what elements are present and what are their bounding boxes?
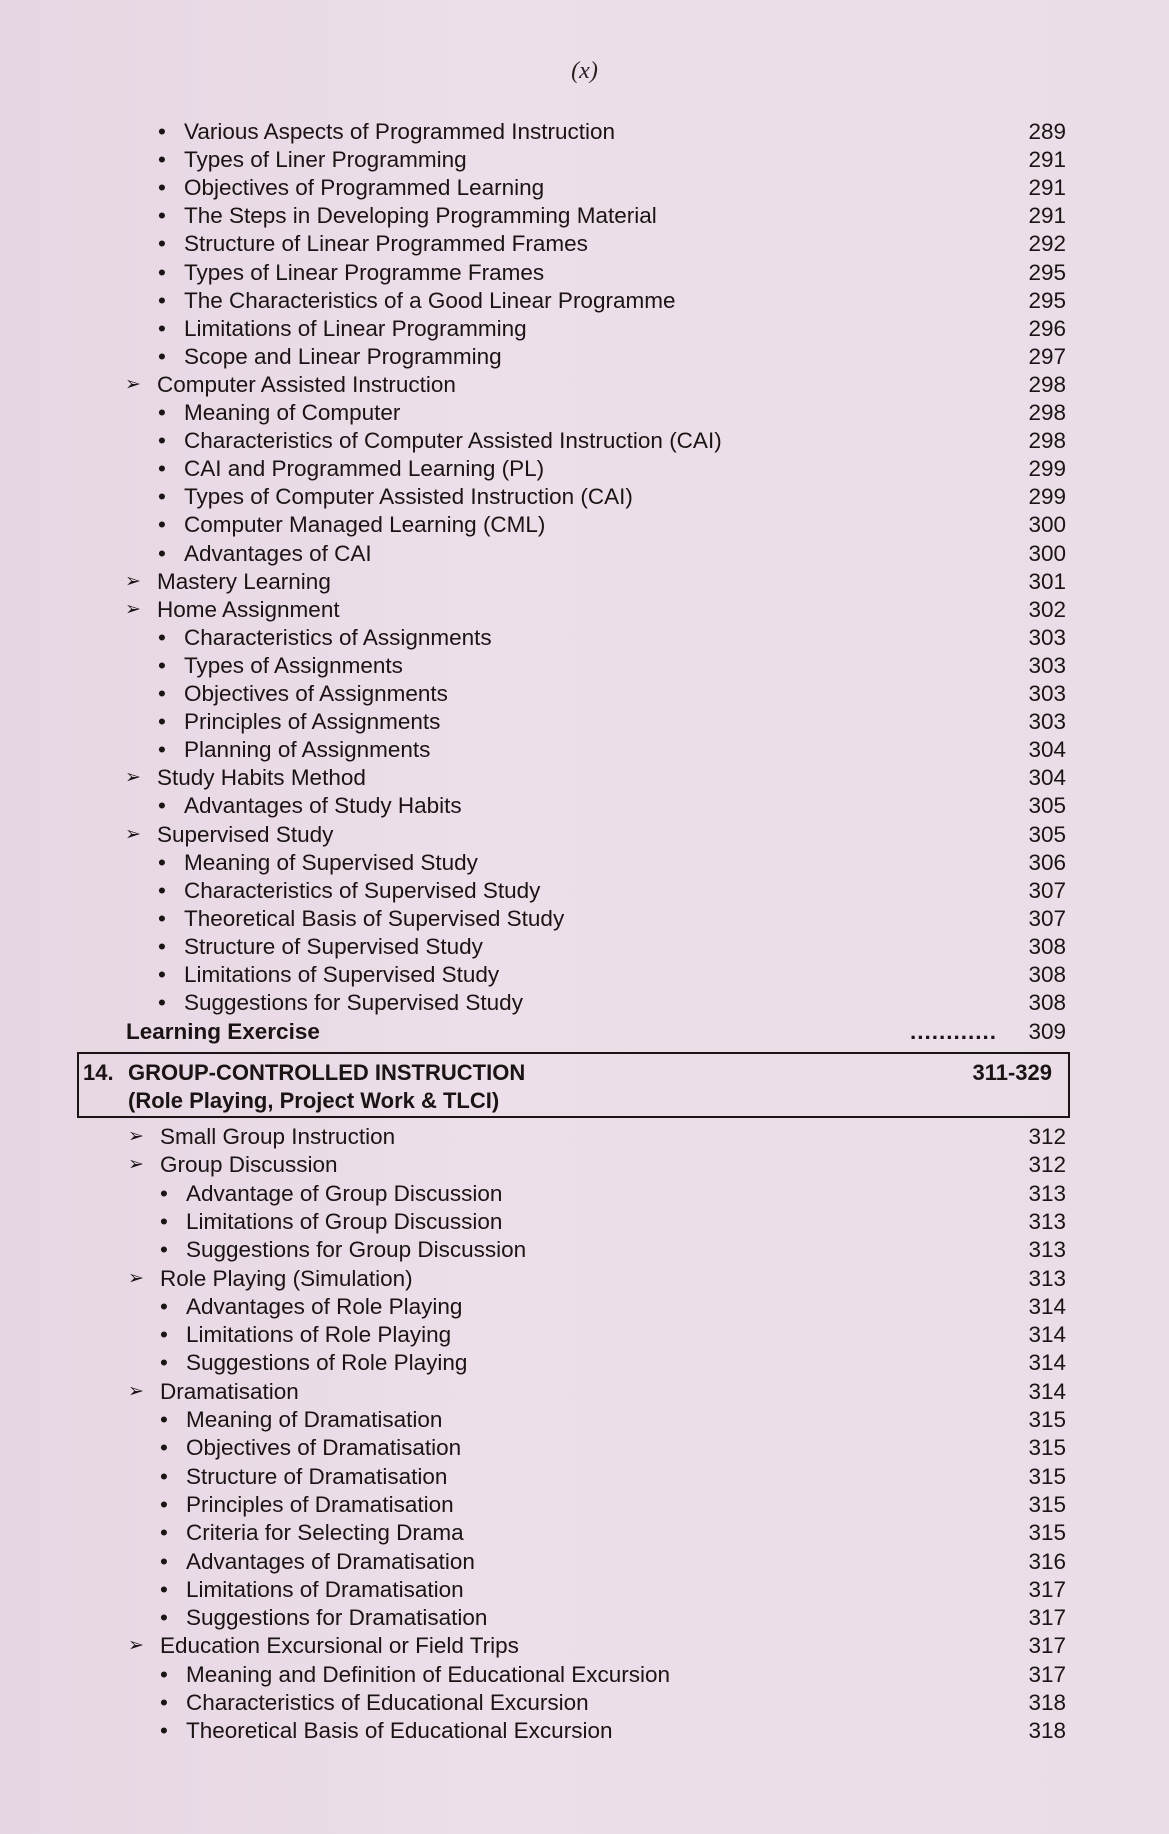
toc-entry-page: 318 bbox=[1028, 1718, 1066, 1744]
arrow-bullet-icon: ➢ bbox=[125, 823, 141, 845]
toc-entry-label: Limitations of Supervised Study bbox=[184, 962, 500, 987]
dot-bullet-icon: • bbox=[158, 315, 166, 341]
dot-bullet-icon: • bbox=[158, 203, 166, 229]
toc-entry-page: 305 bbox=[1028, 821, 1066, 847]
toc-entry-label: Characteristics of Supervised Study bbox=[184, 877, 541, 903]
toc-entry bbox=[0, 230, 1169, 258]
toc-entry-label: Dramatisation bbox=[160, 1378, 299, 1404]
arrow-bullet-icon: ➢ bbox=[128, 1126, 144, 1147]
toc-entry-page: 314 bbox=[1028, 1293, 1066, 1319]
toc-entry-page: 306 bbox=[1028, 849, 1066, 875]
toc-entry-page: 307 bbox=[1028, 877, 1066, 903]
toc-entry-label: Small Group Instruction bbox=[160, 1124, 396, 1149]
dot-bullet-icon: • bbox=[160, 1237, 168, 1263]
arrow-bullet-icon: ➢ bbox=[125, 570, 141, 592]
toc-entry-label: Limitations of Group Discussion bbox=[186, 1208, 503, 1234]
toc-entry bbox=[0, 1208, 1169, 1236]
dot-bullet-icon: • bbox=[158, 231, 166, 257]
dot-bullet-icon: • bbox=[160, 1690, 168, 1715]
toc-entry-label: Meaning of Dramatisation bbox=[186, 1407, 443, 1432]
toc-entry bbox=[0, 652, 1169, 680]
toc-entry-label: Characteristics of Computer Assisted Instruction (CAI) bbox=[184, 428, 722, 454]
dot-bullet-icon: • bbox=[158, 681, 166, 706]
arrow-bullet-icon: ➢ bbox=[128, 1380, 144, 1402]
toc-entry bbox=[0, 511, 1169, 539]
toc-entry-label: Education Excursional or Field Trips bbox=[160, 1633, 519, 1659]
toc-entry-label: Structure of Linear Programmed Frames bbox=[184, 231, 588, 257]
toc-entry-label: Advantages of Study Habits bbox=[184, 793, 462, 819]
toc-entry bbox=[0, 821, 1169, 849]
toc-entry bbox=[0, 399, 1169, 427]
toc-entry-label: Suggestions of Role Playing bbox=[186, 1350, 468, 1376]
toc-entry bbox=[0, 1576, 1169, 1604]
toc-entry-page: 291 bbox=[1028, 147, 1066, 173]
toc-entry-label: Structure of Dramatisation bbox=[186, 1463, 448, 1489]
toc-entry-page: 299 bbox=[1028, 456, 1066, 482]
dot-bullet-icon: • bbox=[158, 877, 166, 903]
arrow-bullet-icon: ➢ bbox=[128, 1154, 144, 1176]
arrow-bullet-icon: ➢ bbox=[125, 373, 141, 395]
toc-entry-label: Computer Managed Learning (CML) bbox=[184, 512, 546, 538]
dot-bullet-icon: • bbox=[158, 400, 166, 425]
dot-bullet-icon: • bbox=[160, 1491, 168, 1517]
toc-entry bbox=[0, 1349, 1169, 1377]
toc-entry-label: Suggestions for Supervised Study bbox=[184, 990, 523, 1016]
toc-entry bbox=[0, 1293, 1169, 1321]
dot-bullet-icon: • bbox=[160, 1407, 168, 1432]
toc-entry bbox=[0, 287, 1169, 315]
dot-bullet-icon: • bbox=[158, 428, 166, 454]
toc-entry-page: 298 bbox=[1028, 428, 1066, 454]
dot-bullet-icon: • bbox=[160, 1605, 168, 1631]
toc-entry bbox=[0, 1632, 1169, 1660]
toc-entry-page: 299 bbox=[1028, 484, 1066, 510]
toc-entry bbox=[0, 877, 1169, 905]
toc-entry bbox=[0, 989, 1169, 1017]
dot-bullet-icon: • bbox=[158, 624, 166, 650]
toc-entry bbox=[0, 343, 1169, 371]
toc-entry bbox=[0, 1548, 1169, 1576]
chapter-number: 14. bbox=[83, 1060, 114, 1085]
toc-entry-label: Types of Linear Programme Frames bbox=[184, 259, 545, 285]
toc-entry bbox=[0, 764, 1169, 792]
toc-entry-page: 304 bbox=[1028, 737, 1066, 763]
toc-entry-label: Characteristics of Assignments bbox=[184, 624, 492, 650]
toc-entry bbox=[0, 1519, 1169, 1547]
dot-bullet-icon: • bbox=[160, 1350, 168, 1376]
toc-entry-page: 291 bbox=[1028, 175, 1066, 201]
page-number: (x) bbox=[571, 58, 598, 84]
dot-bullet-icon: • bbox=[158, 540, 166, 566]
toc-entry-label: The Steps in Developing Programming Material bbox=[184, 203, 657, 229]
dot-bullet-icon: • bbox=[160, 1180, 168, 1206]
dot-bullet-icon: • bbox=[158, 484, 166, 510]
toc-entry-label: Advantages of CAI bbox=[184, 540, 372, 566]
toc-entry-page: 295 bbox=[1028, 287, 1066, 313]
toc-entry-label: Criteria for Selecting Drama bbox=[186, 1520, 464, 1546]
dot-bullet-icon: • bbox=[160, 1520, 168, 1546]
toc-entry-label: Home Assignment bbox=[157, 596, 340, 622]
toc-entry bbox=[0, 427, 1169, 455]
toc-entry bbox=[0, 1265, 1169, 1293]
toc-entry-page: 304 bbox=[1028, 765, 1066, 791]
toc-entry-page: 313 bbox=[1028, 1265, 1066, 1291]
toc-entry-page: 315 bbox=[1028, 1520, 1066, 1546]
toc-entry-label: Types of Assignments bbox=[184, 652, 403, 678]
toc-entry bbox=[0, 736, 1169, 764]
toc-entry bbox=[0, 905, 1169, 933]
dot-bullet-icon: • bbox=[158, 990, 166, 1016]
toc-entry-page: 313 bbox=[1028, 1237, 1066, 1263]
toc-entry-label: Scope and Linear Programming bbox=[184, 343, 502, 369]
toc-entry-label: Limitations of Dramatisation bbox=[186, 1576, 464, 1602]
learning-exercise-entry bbox=[0, 1018, 1169, 1046]
toc-entry bbox=[0, 1236, 1169, 1264]
toc-entry-page: 318 bbox=[1028, 1690, 1066, 1715]
toc-entry bbox=[0, 483, 1169, 511]
toc-entry-page: 317 bbox=[1028, 1661, 1066, 1687]
dot-bullet-icon: • bbox=[158, 737, 166, 763]
toc-entry-label: Study Habits Method bbox=[157, 765, 366, 791]
arrow-bullet-icon: ➢ bbox=[125, 598, 141, 620]
toc-entry-label: Meaning and Definition of Educational Excursion bbox=[186, 1661, 671, 1687]
toc-entry bbox=[0, 1123, 1169, 1151]
toc-entry-page: 303 bbox=[1028, 652, 1066, 678]
toc-entry-label: Meaning of Supervised Study bbox=[184, 849, 478, 875]
dot-bullet-icon: • bbox=[158, 456, 166, 482]
toc-entry-label: Computer Assisted Instruction bbox=[157, 371, 456, 397]
dot-bullet-icon: • bbox=[158, 512, 166, 538]
toc-entry-page: 291 bbox=[1028, 203, 1066, 229]
toc-entry-page: 302 bbox=[1028, 596, 1066, 622]
dot-bullet-icon: • bbox=[158, 652, 166, 678]
toc-entry-page: 303 bbox=[1028, 709, 1066, 735]
toc-entry-label: Group Discussion bbox=[160, 1152, 338, 1178]
toc-entry-page: 289 bbox=[1028, 119, 1066, 144]
toc-entry-label: Objectives of Dramatisation bbox=[186, 1435, 462, 1461]
dot-bullet-icon: • bbox=[160, 1548, 168, 1574]
toc-entry-page: 300 bbox=[1028, 512, 1066, 538]
toc-entry bbox=[0, 792, 1169, 820]
toc-entry bbox=[0, 708, 1169, 736]
dot-bullet-icon: • bbox=[160, 1718, 168, 1744]
toc-entry-label: Structure of Supervised Study bbox=[184, 933, 483, 959]
toc-entry-page: 312 bbox=[1028, 1124, 1066, 1149]
toc-entry-label: Suggestions for Group Discussion bbox=[186, 1237, 527, 1263]
toc-entry-page: 305 bbox=[1028, 793, 1066, 819]
toc-entry bbox=[0, 1491, 1169, 1519]
toc-entry-label: Advantages of Role Playing bbox=[186, 1293, 463, 1319]
toc-entry bbox=[0, 1406, 1169, 1434]
chapter-title: GROUP-CONTROLLED INSTRUCTION bbox=[128, 1060, 526, 1085]
toc-entry bbox=[0, 146, 1169, 174]
chapter-page-range: 311-329 bbox=[972, 1060, 1052, 1085]
toc-entry-page: 297 bbox=[1028, 343, 1066, 369]
dot-bullet-icon: • bbox=[160, 1322, 168, 1348]
toc-entry-page: 295 bbox=[1028, 259, 1066, 285]
toc-entry-label: Suggestions for Dramatisation bbox=[186, 1605, 488, 1631]
toc-entry bbox=[0, 1463, 1169, 1491]
toc-entry bbox=[0, 1717, 1169, 1745]
toc-entry-page: 308 bbox=[1028, 962, 1066, 987]
toc-entry-page: 303 bbox=[1028, 681, 1066, 706]
toc-entry-label: Characteristics of Educational Excursion bbox=[186, 1690, 589, 1715]
toc-entry bbox=[0, 202, 1169, 230]
toc-entry-page: 313 bbox=[1028, 1208, 1066, 1234]
toc-entry bbox=[0, 568, 1169, 596]
toc-entry bbox=[0, 680, 1169, 708]
toc-entry bbox=[0, 596, 1169, 624]
toc-entry-label: Various Aspects of Programmed Instruction bbox=[184, 119, 616, 144]
dot-bullet-icon: • bbox=[160, 1463, 168, 1489]
toc-entry-label: Principles of Dramatisation bbox=[186, 1491, 454, 1517]
dot-bullet-icon: • bbox=[158, 905, 166, 931]
dot-bullet-icon: • bbox=[158, 709, 166, 735]
toc-entry-label: Advantages of Dramatisation bbox=[186, 1548, 475, 1574]
toc-entry-page: 301 bbox=[1028, 568, 1066, 594]
toc-entry-page: 308 bbox=[1028, 933, 1066, 959]
toc-entry-page: 298 bbox=[1028, 371, 1066, 397]
toc-entry bbox=[0, 540, 1169, 568]
toc-entry-page: 315 bbox=[1028, 1407, 1066, 1432]
toc-entry bbox=[0, 259, 1169, 287]
dot-bullet-icon: • bbox=[160, 1435, 168, 1461]
toc-entry-label: Types of Liner Programming bbox=[184, 147, 467, 173]
dot-bullet-icon: • bbox=[158, 259, 166, 285]
toc-entry-label: Limitations of Linear Programming bbox=[184, 315, 527, 341]
dot-bullet-icon: • bbox=[160, 1293, 168, 1319]
toc-entry bbox=[0, 1434, 1169, 1462]
toc-entry-label: The Characteristics of a Good Linear Programme bbox=[184, 287, 676, 313]
toc-entry-page: 298 bbox=[1028, 400, 1066, 425]
toc-entry-label: Objectives of Programmed Learning bbox=[184, 175, 545, 201]
dot-bullet-icon: • bbox=[160, 1576, 168, 1602]
learning-exercise-label: Learning Exercise bbox=[126, 1019, 320, 1044]
chapter-heading-box bbox=[77, 1052, 1070, 1118]
dot-bullet-icon: • bbox=[158, 793, 166, 819]
toc-entry-label: CAI and Programmed Learning (PL) bbox=[184, 456, 545, 482]
toc-entry bbox=[0, 933, 1169, 961]
dot-bullet-icon: • bbox=[158, 147, 166, 173]
dot-bullet-icon: • bbox=[158, 119, 166, 144]
dot-bullet-icon: • bbox=[160, 1661, 168, 1687]
dot-bullet-icon: • bbox=[158, 849, 166, 875]
dot-bullet-icon: • bbox=[158, 175, 166, 201]
toc-entry bbox=[0, 1661, 1169, 1689]
toc-entry-page: 314 bbox=[1028, 1378, 1066, 1404]
toc-entry bbox=[0, 1321, 1169, 1349]
toc-entry-page: 300 bbox=[1028, 540, 1066, 566]
toc-entry-page: 313 bbox=[1028, 1180, 1066, 1206]
toc-entry bbox=[0, 371, 1169, 399]
toc-entry-page: 314 bbox=[1028, 1322, 1066, 1348]
toc-entry-page: 315 bbox=[1028, 1435, 1066, 1461]
toc-entry bbox=[0, 849, 1169, 877]
arrow-bullet-icon: ➢ bbox=[125, 767, 141, 789]
toc-entry-page: 317 bbox=[1028, 1576, 1066, 1602]
toc-entry-page: 307 bbox=[1028, 905, 1066, 931]
toc-entry-label: Objectives of Assignments bbox=[184, 681, 448, 706]
dot-bullet-icon: • bbox=[158, 343, 166, 369]
toc-entry-page: 317 bbox=[1028, 1605, 1066, 1631]
toc-entry bbox=[0, 1689, 1169, 1717]
toc-entry-label: Mastery Learning bbox=[157, 568, 331, 594]
toc-entry-label: Types of Computer Assisted Instruction (CAI) bbox=[184, 484, 633, 510]
toc-entry-label: Theoretical Basis of Supervised Study bbox=[184, 905, 565, 931]
toc-entry-label: Principles of Assignments bbox=[184, 709, 441, 735]
toc-entry bbox=[0, 315, 1169, 343]
toc-entry-label: Advantage of Group Discussion bbox=[186, 1180, 503, 1206]
toc-entry-page: 315 bbox=[1028, 1463, 1066, 1489]
toc-entry-label: Limitations of Role Playing bbox=[186, 1322, 452, 1348]
toc-entry bbox=[0, 1378, 1169, 1406]
toc-entry-page: 315 bbox=[1028, 1491, 1066, 1517]
toc-entry bbox=[0, 1151, 1169, 1179]
toc-entry bbox=[0, 1180, 1169, 1208]
dot-bullet-icon: • bbox=[158, 933, 166, 959]
toc-entry bbox=[0, 455, 1169, 483]
toc-entry-page: 317 bbox=[1028, 1633, 1066, 1659]
arrow-bullet-icon: ➢ bbox=[128, 1267, 144, 1289]
dot-bullet-icon: • bbox=[158, 962, 166, 987]
toc-entry-page: 308 bbox=[1028, 990, 1066, 1016]
toc-entry-page: 296 bbox=[1028, 315, 1066, 341]
toc-entry-label: Theoretical Basis of Educational Excursion bbox=[186, 1718, 613, 1744]
leader-dots: ............ bbox=[910, 1019, 998, 1044]
toc-entry-label: Planning of Assignments bbox=[184, 737, 431, 763]
toc-entry-label: Supervised Study bbox=[157, 821, 334, 847]
toc-entry-label: Role Playing (Simulation) bbox=[160, 1265, 413, 1291]
toc-entry-page: 292 bbox=[1028, 231, 1066, 257]
dot-bullet-icon: • bbox=[158, 287, 166, 313]
toc-entry bbox=[0, 961, 1169, 989]
toc-entry-page: 312 bbox=[1028, 1152, 1066, 1178]
arrow-bullet-icon: ➢ bbox=[128, 1635, 144, 1657]
toc-entry-page: 316 bbox=[1028, 1548, 1066, 1574]
toc-entry bbox=[0, 624, 1169, 652]
toc-entry bbox=[0, 174, 1169, 202]
chapter-subtitle: (Role Playing, Project Work & TLCI) bbox=[128, 1088, 500, 1113]
dot-bullet-icon: • bbox=[160, 1208, 168, 1234]
toc-entry bbox=[0, 118, 1169, 146]
learning-exercise-page: 309 bbox=[1028, 1019, 1066, 1044]
toc-entry bbox=[0, 1604, 1169, 1632]
toc-entry-label: Meaning of Computer bbox=[184, 400, 401, 425]
toc-entry-page: 303 bbox=[1028, 624, 1066, 650]
toc-entry-page: 314 bbox=[1028, 1350, 1066, 1376]
